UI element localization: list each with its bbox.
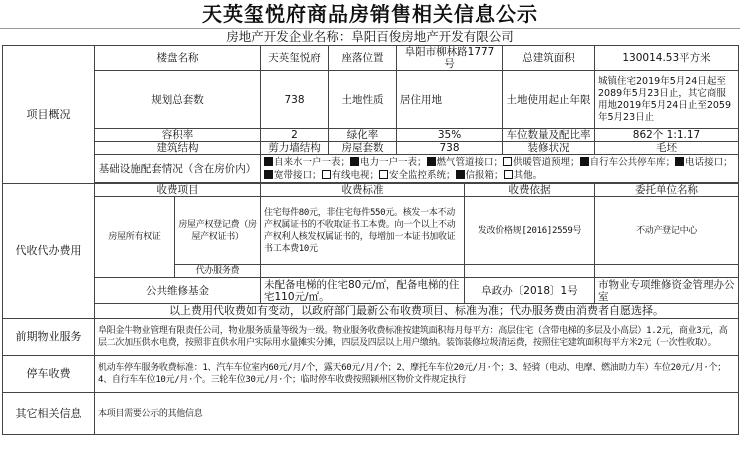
land-nature-value: 居住用地 [397,71,503,129]
facility-item [350,157,427,168]
facilities-list [261,155,739,183]
disclosure-table [2,45,739,435]
unit-count-value: 738 [397,142,503,155]
header-land-nature: 土地性质 [329,71,397,129]
facility-item [504,170,543,181]
facility-label: 自行车公共停车库； [589,156,676,168]
page-title: 天英玺悦府商品房销售相关信息公示 [202,2,538,26]
facility-label: 信报箱； [465,169,504,181]
facility-item [675,157,733,168]
property-service-text: 阜阳金牛物业管理有限责任公司，物业服务质量等级为一级。物业服务收费标准按建筑面积每月每平方：高层住宅（含带电梯的多层及小高层）1.2元，商业3元，高层二次加压供水电费，按照非直供水用户实际用水量摊实分摊，四层及四层以上用户缴纳。装饰装修垃圾清运费，按照住宅建筑面积每平方米2元（一次性收取）。 [95,319,739,356]
checked-box-icon [264,170,273,179]
checked-box-icon [264,157,273,166]
facility-label: 电力一户一表； [360,156,427,168]
header-planned-units: 规划总套数 [95,71,261,129]
agency-fee-notice: 以上费用代收费如有变动，以政府部门最新公布收费项目、标准为准；代办服务费由消费者自愿选择。 [95,304,739,319]
facility-item [503,157,580,168]
maintenance-fund-standard: 未配备电梯的住宅80元/㎡，配备电梯的住宅110元/㎡。 [261,278,465,304]
header-fee-item: 收费项目 [95,184,261,197]
facility-item [322,170,380,181]
facility-item [379,170,456,181]
far-value: 2 [261,129,329,142]
unchecked-box-icon [379,170,388,179]
location-value: 阜阳市柳林路1777号 [397,46,503,71]
structure-value: 剪力墙结构 [261,142,329,155]
facility-item [264,170,322,181]
checked-box-icon [580,157,589,166]
header-fee-basis: 收费依据 [465,184,595,197]
facility-label: 有线电视； [331,169,380,181]
header-decoration: 装修状况 [503,142,595,155]
checked-box-icon [675,157,684,166]
land-term-value: 城镇住宅2019年5月24日起至2089年5月23日止，其它商服用地2019年5月24日止至2059年5月23日止 [595,71,739,129]
planned-units-value: 738 [261,71,329,129]
checked-box-icon [456,170,465,179]
facility-label: 其他。 [513,169,543,181]
header-far: 容积率 [95,129,261,142]
facility-item [264,157,350,168]
unchecked-box-icon [322,170,331,179]
header-structure: 建筑结构 [95,142,261,155]
header-fee-standard: 收费标准 [261,184,465,197]
facility-item [427,157,504,168]
facility-label: 燃气管道接口； [436,156,504,168]
section-other-info: 其它相关信息 [3,393,95,435]
unchecked-box-icon [504,170,513,179]
header-parking-ratio: 车位数量及配比率 [503,129,595,142]
facility-label: 电话接口； [685,156,733,168]
registration-fee-standard: 住宅每件80元，非住宅每件550元。核发一本不动产权属证书的不收取证书工本费。向一个以上不动产权利人核发权属证书的，每增加一本证书加收证书工本费10元 [261,197,465,265]
checked-box-icon [350,157,359,166]
facility-item [580,157,676,168]
facility-label: 安全监控系统； [389,169,456,181]
other-info-text: 本项目需要公示的其他信息 [95,393,739,435]
total-area-value: 130014.53平方米 [595,46,739,71]
section-project-overview: 项目概况 [3,46,95,184]
registration-fee-unit: 不动产登记中心 [595,197,739,265]
registration-fee: 房屋产权登记费（房屋产权证书） [175,197,261,265]
ownership-certificate: 房屋所有权证 [95,197,175,278]
header-project-name: 楼盘名称 [95,46,261,71]
header-facilities: 基础设施配套情况（含在房价内） [95,155,261,183]
parking-ratio-value: 862个 1:1.17 [595,129,739,142]
unchecked-box-icon [503,157,512,166]
project-name: 天英玺悦府 [261,46,329,71]
header-green-rate: 绿化率 [329,129,397,142]
maintenance-fund-basis: 阜政办〔2018〕1号 [465,278,595,304]
section-agency-fees: 代收代办费用 [3,184,95,319]
checked-box-icon [427,157,436,166]
header-entrusted-unit: 委托单位名称 [595,184,739,197]
green-rate-value: 35% [397,129,503,142]
agency-service-fee: 代办服务费 [175,265,261,278]
developer-name: 房地产开发企业名称：阜阳百俊房地产开发有限公司 [0,28,740,45]
section-property-service: 前期物业服务 [3,319,95,356]
section-parking-fees: 停车收费 [3,356,95,393]
facility-label: 宽带接口； [274,169,322,181]
header-land-term: 土地使用起止年限 [503,71,595,129]
registration-fee-basis: 发改价格规[2016]2559号 [465,197,595,265]
header-total-area: 总建筑面积 [503,46,595,71]
parking-fees-text: 机动车停车服务收费标准：1、汽车车位室内60元/月/个，露天60元/月/个；2、摩托车车位20元/月·个；3、轻骑（电动、电摩、燃油助力车）车位20元/月·个；4、自行车车位10元/月·个。三轮车位30元/月·个；临时停车收费按照颍州区物价文件规定执行 [95,356,739,393]
facility-item [456,170,504,181]
maintenance-fund: 公共维修基金 [95,278,261,304]
facility-label: 自来水一户一表； [274,156,351,168]
header-unit-count: 房屋套数 [329,142,397,155]
facility-label: 供暖管道预埋； [513,156,580,168]
header-location: 座落位置 [329,46,397,71]
decoration-value: 毛坯 [595,142,739,155]
maintenance-fund-unit: 市物业专项维修资金管理办公室 [595,278,739,304]
